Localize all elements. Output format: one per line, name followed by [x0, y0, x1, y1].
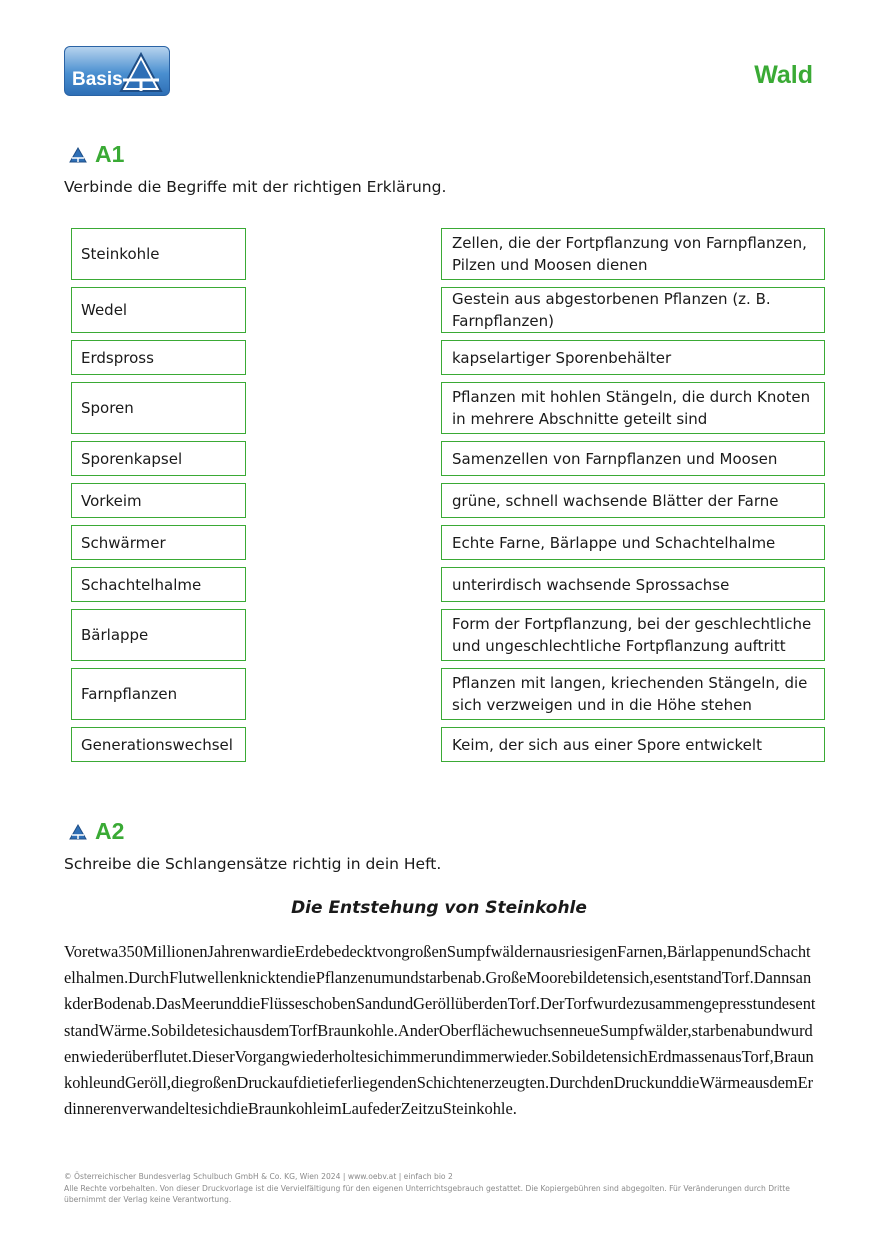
- definition-box: kapselartiger Sporenbehälter: [441, 340, 825, 375]
- term-box: Schwärmer: [71, 525, 246, 560]
- term-box: Wedel: [71, 287, 246, 333]
- basis-level-icon: [69, 147, 87, 163]
- footer-rights: Alle Rechte vorbehalten. Von dieser Druckvorlage ist die Vervielfältigung für den eigenen Unterrichtsgebrauch gestattet. Die Kopiergebühren sind abgegolten. Für Veränderungen durch Dritte übernimmt der Verlag keine Verantwortung.: [64, 1183, 790, 1204]
- task-a1-heading: [69, 141, 124, 168]
- definition-box: Zellen, die der Fortpflanzung von Farnpflanzen, Pilzen und Moosen dienen: [441, 228, 825, 280]
- snake-text: Voretwa350MillionenJahrenwardieErdebedecktvongroßenSumpfwäldernausriesigenFarnen,BärlappenundSchachtelhalmen.DurchFlutwellenknicktendiePflanzenumundstarbenab.GroßeMoorebildetensich,esentstandTorf.DannsankderBodenab.DasMeerunddieFlüsseschobenSandundGeröllüberdenTorf.DerTorfwurdezusammengepresstundesentstandWärme.SobildetesichausdemTorfBraunkohle.AnderOberflächewuchsenneueSumpfwälder,starbenabundwurdenwiederüberflutet.DieserVorgangwiederholtesichimmerundimmerwieder.SobildetensichErdmassenausTorf,BraunkohleundGeröll,diegroßenDruckaufdietieferliegendenSchichtenerzeugten.DurchdenDruckunddieWärmeausdemErdinnerenverwandeltesichdieBraunkohleimLaufederZeitzuSteinkohle.: [64, 942, 816, 1119]
- definition-box: Gestein aus abgestorbenen Pflanzen (z. B. Farnpflanzen): [441, 287, 825, 333]
- footer: [64, 1171, 824, 1206]
- term-box: Sporenkapsel: [71, 441, 246, 476]
- term-box: Sporen: [71, 382, 246, 434]
- definition-box: Echte Farne, Bärlappe und Schachtelhalme: [441, 525, 825, 560]
- definition-box: grüne, schnell wachsende Blätter der Farne: [441, 483, 825, 518]
- definition-box: Keim, der sich aus einer Spore entwickelt: [441, 727, 825, 762]
- task-a2-heading: [69, 818, 124, 845]
- term-box: Erdspross: [71, 340, 246, 375]
- triangle-logo-icon: [119, 51, 163, 93]
- task-a2-label: A2: [95, 818, 125, 844]
- definition-box: Form der Fortpflanzung, bei der geschlechtliche und ungeschlechtliche Fortpflanzung auftritt: [441, 609, 825, 661]
- text-subtitle: Die Entstehung von Steinkohle: [291, 898, 587, 918]
- task-a2-instruction: Schreibe die Schlangensätze richtig in dein Heft.: [64, 855, 442, 873]
- task-a1-instruction: Verbinde die Begriffe mit der richtigen Erklärung.: [64, 178, 447, 196]
- term-box: Vorkeim: [71, 483, 246, 518]
- term-box: Farnpflanzen: [71, 668, 246, 720]
- basis-logo: [64, 46, 170, 96]
- definition-box: Pflanzen mit langen, kriechenden Stängeln, die sich verzweigen und in die Höhe stehen: [441, 668, 825, 720]
- page-title: Wald: [754, 61, 813, 89]
- footer-copyright: © Österreichischer Bundesverlag Schulbuch GmbH & Co. KG, Wien 2024 | www.oebv.at | einfach bio 2: [64, 1172, 453, 1181]
- basis-level-icon: [69, 824, 87, 840]
- term-box: Bärlappe: [71, 609, 246, 661]
- logo-text: Basis: [72, 69, 123, 90]
- term-box: Schachtelhalme: [71, 567, 246, 602]
- definition-box: Pflanzen mit hohlen Stängeln, die durch Knoten in mehrere Abschnitte geteilt sind: [441, 382, 825, 434]
- definition-box: Samenzellen von Farnpflanzen und Moosen: [441, 441, 825, 476]
- task-a1-label: A1: [95, 141, 125, 167]
- term-box: Steinkohle: [71, 228, 246, 280]
- definition-box: unterirdisch wachsende Sprossachse: [441, 567, 825, 602]
- term-box: Generationswechsel: [71, 727, 246, 762]
